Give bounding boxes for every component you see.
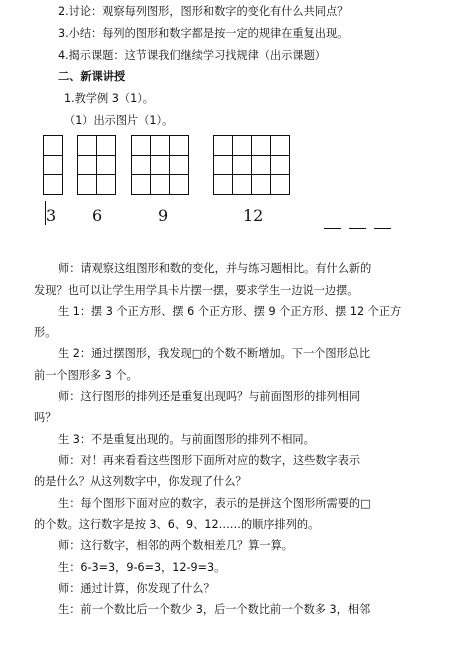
paragraph-line: 生：6-3=3，9-6=3，12-9=3。	[58, 561, 226, 574]
paragraph-line: 发现？也可以让学生用学具卡片摆一摆，要求学生一边说一边摆。	[34, 284, 359, 297]
paragraph-line: 形。	[34, 326, 57, 339]
paragraph-line: 生 1：摆 3 个正方形、摆 6 个正方形、摆 9 个正方形、摆 12 个正方	[58, 305, 402, 318]
paragraph-line: 生：每个图形下面对应的数字，表示的是拼这个图形所需要的□	[58, 497, 371, 510]
paragraph-line: 前一个图形多 3 个。	[34, 369, 138, 382]
paragraph-line: 生 3：不是重复出现的。与前面图形的排列不相同。	[58, 433, 315, 446]
intro-line-4: 4.揭示课题：这节课我们继续学习找规律（出示课题）	[58, 49, 326, 62]
paragraph-line: 师：对！再来看看这些图形下面所对应的数字，这些数字表示	[58, 454, 361, 467]
answer-blank	[374, 228, 391, 229]
square-column	[131, 135, 151, 195]
figure-number-2: 6	[92, 206, 103, 225]
square-column	[270, 135, 290, 195]
square-column	[213, 135, 233, 195]
paragraph-line: 师：这行数字，相邻的两个数相差几？算一算。	[58, 539, 293, 552]
square-column	[77, 135, 97, 195]
square-column	[251, 135, 271, 195]
section-heading: 二、新课讲授	[58, 70, 126, 83]
square-column	[43, 135, 63, 195]
paragraph-line: 生 2：通过摆图形，我发现□的个数不断增加。下一个图形总比	[58, 347, 371, 360]
answer-blank	[349, 228, 366, 229]
paragraph-line: 师：请观察这组图形和数的变化，并与练习题相比。有什么新的	[58, 262, 372, 275]
paragraph-line: 师：这行图形的排列还是重复出现吗？与前面图形的排列相同	[58, 390, 361, 403]
figure-number-4: 12	[243, 206, 264, 225]
square-column	[232, 135, 252, 195]
square-column	[150, 135, 170, 195]
picture-title: （1）出示图片（1）。	[64, 114, 174, 127]
example-title: 1.教学例 3（1）。	[64, 92, 154, 105]
figure-number-1: 3	[46, 206, 57, 225]
square-column	[169, 135, 189, 195]
paragraph-line: 的是什么？从这列数字中，你发现了什么？	[34, 475, 247, 488]
paragraph-line: 生：前一个数比后一个数少 3，后一个数比前一个数多 3，相邻	[58, 603, 371, 616]
figure-number-3: 9	[158, 206, 169, 225]
square-column	[96, 135, 116, 195]
intro-line-3: 3.小结：每列的图形和数字都是按一定的规律在重复出现。	[58, 27, 349, 40]
intro-line-2: 2.讨论：观察每列图形，图形和数字的变化有什么共同点？	[58, 5, 349, 18]
answer-blank	[324, 228, 341, 229]
paragraph-line: 师：通过计算，你发现了什么？	[58, 582, 215, 595]
paragraph-line: 吗？	[34, 411, 57, 424]
paragraph-line: 的个数。这行数字是按 3、6、9、12……的顺序排列的。	[34, 518, 320, 531]
